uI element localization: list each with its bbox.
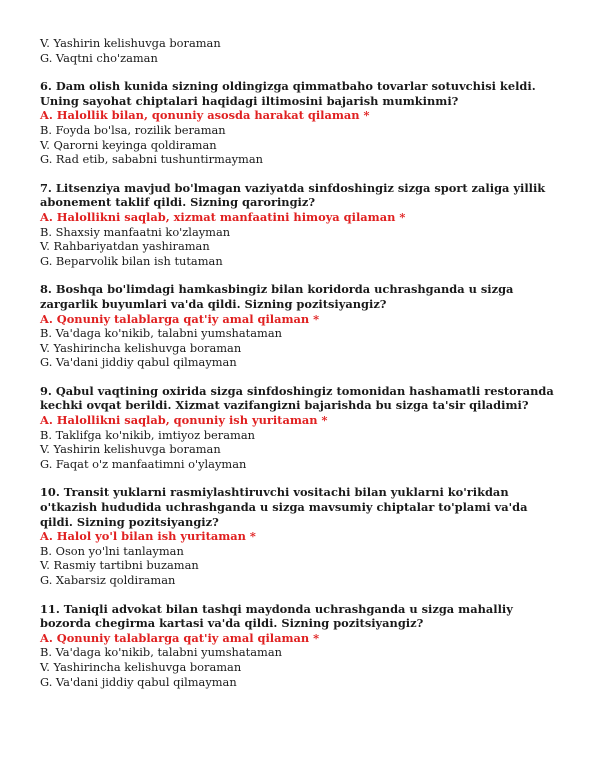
question-11 (40, 602, 564, 690)
question-9 (40, 384, 564, 472)
question-number: 6. (40, 79, 52, 94)
option-v: V. Yashirincha kelishuvga boraman (40, 340, 242, 355)
question-text (40, 602, 564, 631)
option-v: V. Yashirincha kelishuvga boraman (40, 659, 242, 674)
option-b: B. Shaxsiy manfaatni ko'zlayman (40, 224, 231, 239)
correct-option-a: A. Halollikni saqlab, qonuniy ish yuritaman * (40, 413, 328, 428)
option-g: G. Faqat o'z manfaatimni o'ylayman (40, 456, 247, 471)
option-v: V. Qarorni keyinga qoldiraman (40, 137, 217, 152)
correct-option-a: A. Qonuniy talablarga qat'iy amal qilaman * (40, 630, 320, 645)
question-body: Taniqli advokat bilan tashqi maydonda uchrashganda u sizga mahalliy bozorda chegirma kartasi va'da qildi. Sizning pozitsiyangiz? (40, 601, 513, 631)
question-body: Transit yuklarni rasmiylashtiruvchi vositachi bilan yuklarni ko'rikdan o'tkazish hududida uchrashganda u sizga mavsumiy chiptalar to'plami va'da qildi. Sizning pozitsiyangiz? (40, 485, 528, 529)
option-b: B. Va'daga ko'nikib, talabni yumshataman (40, 645, 282, 660)
question-text (40, 485, 564, 529)
option-g: G. Beparvolik bilan ish tutaman (40, 253, 223, 268)
option-g: G. Vaqtni cho'zaman (40, 50, 158, 65)
option-b: B. Taklifga ko'nikib, imtiyoz beraman (40, 427, 255, 442)
question-10 (40, 485, 564, 587)
question-body: Qabul vaqtining oxirida sizga sinfdoshingiz tomonidan hashamatli restoranda kechki ovqat berildi. Xizmat vazifangizni bajarishda bu sizga ta'sir qiladimi? (40, 383, 554, 413)
option-v: V. Yashirin kelishuvga boraman (40, 36, 221, 50)
question-body: Dam olish kunida sizning oldingizga qimmatbaho tovarlar sotuvchisi keldi. Uning sayohat chiptalari haqidagi iltimosini bajarish mumkinmi? (40, 79, 536, 108)
leading-options (40, 36, 564, 65)
question-number: 8. (40, 282, 52, 297)
question-number: 7. (40, 180, 52, 195)
question-number: 11. (40, 601, 60, 616)
option-g: G. Va'dani jiddiy qabul qilmayman (40, 674, 237, 689)
question-body: Litsenziya mavjud bo'lmagan vaziyatda sinfdoshingiz sizga sport zaliga yillik abonement taklif qildi. Sizning qaroringiz? (40, 180, 546, 210)
option-g: G. Va'dani jiddiy qabul qilmayman (40, 355, 237, 370)
option-b: B. Oson yo'lni tanlayman (40, 543, 184, 558)
option-v: V. Yashirin kelishuvga boraman (40, 442, 221, 457)
correct-option-a: A. Qonuniy talablarga qat'iy amal qilaman * (40, 311, 320, 326)
question-text (40, 282, 564, 311)
option-b: B. Foyda bo'lsa, rozilik beraman (40, 122, 226, 137)
question-6 (40, 79, 564, 167)
question-number: 9. (40, 383, 52, 398)
option-b: B. Va'daga ko'nikib, talabni yumshataman (40, 326, 282, 341)
option-v: V. Rahbariyatdan yashiraman (40, 239, 210, 254)
question-body: Boshqa bo'limdagi hamkasbingiz bilan koridorda uchrashganda u sizga zargarlik buyumlari va'da qildi. Sizning pozitsiyangiz? (40, 282, 514, 311)
question-8 (40, 282, 564, 370)
option-v: V. Rasmiy tartibni buzaman (40, 558, 199, 573)
correct-option-a: A. Halol yo'l bilan ish yuritaman * (40, 529, 256, 544)
question-text (40, 181, 564, 210)
question-text (40, 79, 564, 108)
document-page (40, 36, 564, 689)
question-text (40, 384, 564, 413)
option-g: G. Rad etib, sababni tushuntirmayman (40, 152, 263, 167)
question-7 (40, 181, 564, 269)
correct-option-a: A. Halollikni saqlab, xizmat manfaatini himoya qilaman * (40, 209, 406, 224)
option-g: G. Xabarsiz qoldiraman (40, 573, 176, 587)
question-number: 10. (40, 485, 60, 500)
correct-option-a: A. Halollik bilan, qonuniy asosda harakat qilaman * (40, 108, 370, 123)
